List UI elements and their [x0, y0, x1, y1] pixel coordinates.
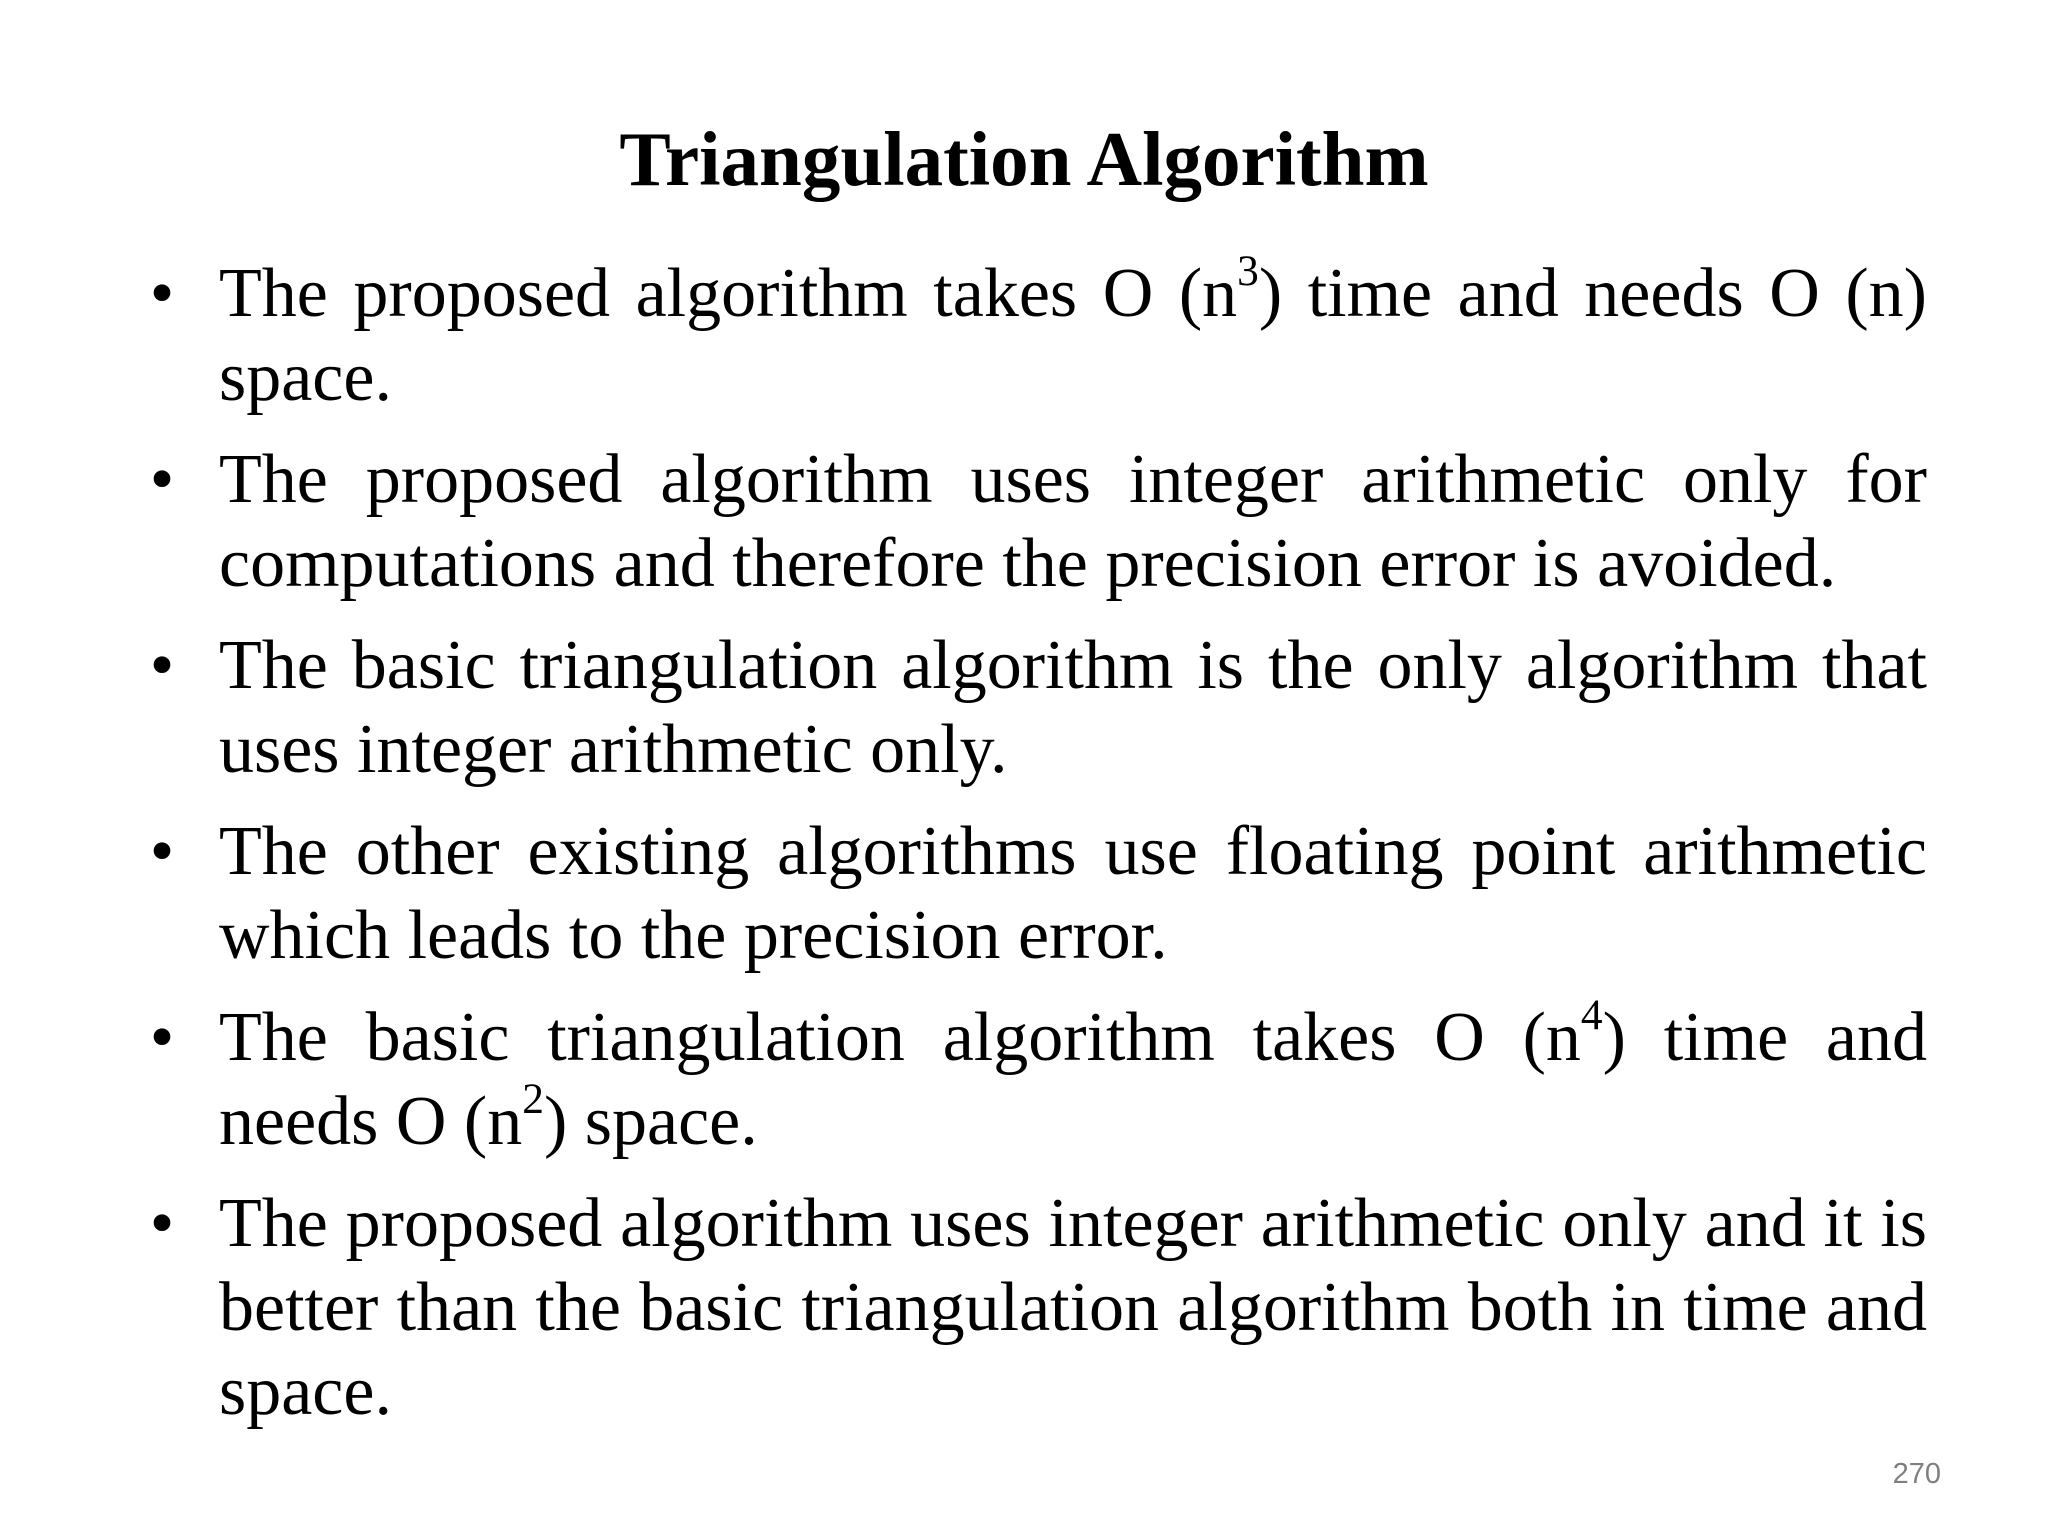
- bullet-text-segment: The basic triangulation algorithm is the only algorithm that uses integer arithmetic only.: [219, 627, 1927, 788]
- bullet-item: [142, 810, 1927, 978]
- bullet-marker: •: [149, 627, 175, 704]
- bullet-item: [142, 246, 1927, 420]
- bullet-text: [219, 1185, 1927, 1430]
- bullet-text-segment: The other existing algorithms use floating point arithmetic which leads to the precision error.: [219, 813, 1927, 974]
- bullet-item: [142, 438, 1927, 606]
- bullet-text-segment: ) space.: [543, 1083, 758, 1160]
- bullet-text-segment: The proposed algorithm uses integer arithmetic only and it is better than the basic triangulation algorithm both in time and space.: [219, 1185, 1927, 1430]
- slide-number: 270: [1892, 1458, 1941, 1490]
- bullet-item: [142, 1182, 1927, 1434]
- bullet-item: [142, 624, 1927, 792]
- bullet-text: [219, 246, 1927, 416]
- superscript-exponent: 4: [1580, 990, 1603, 1039]
- bullet-marker: •: [149, 1185, 175, 1262]
- bullet-marker: •: [149, 255, 175, 332]
- slide-title: Triangulation Algorithm: [619, 116, 1429, 202]
- bullet-text-segment: The basic triangulation algorithm takes O (n: [219, 999, 1581, 1076]
- bullet-text-segment: ) time and needs O (n: [219, 999, 1927, 1160]
- bullet-text: [219, 813, 1927, 974]
- bullet-marker: •: [149, 813, 175, 890]
- bullet-text: [219, 441, 1927, 602]
- bullet-item: [142, 990, 1927, 1164]
- superscript-exponent: 2: [522, 1074, 544, 1123]
- bullet-marker: •: [149, 999, 175, 1076]
- bullet-marker: •: [149, 441, 175, 518]
- bullet-text: [219, 990, 1927, 1160]
- bullet-text: [219, 627, 1927, 788]
- superscript-exponent: 3: [1237, 246, 1259, 295]
- bullet-text-segment: The proposed algorithm takes O (n: [219, 255, 1238, 332]
- bullet-text-segment: The proposed algorithm uses integer arithmetic only for computations and therefore the precision error is avoided.: [219, 441, 1927, 602]
- bullet-list: [142, 246, 1927, 1452]
- bullet-text-segment: ) time and needs O (n) space.: [219, 255, 1927, 416]
